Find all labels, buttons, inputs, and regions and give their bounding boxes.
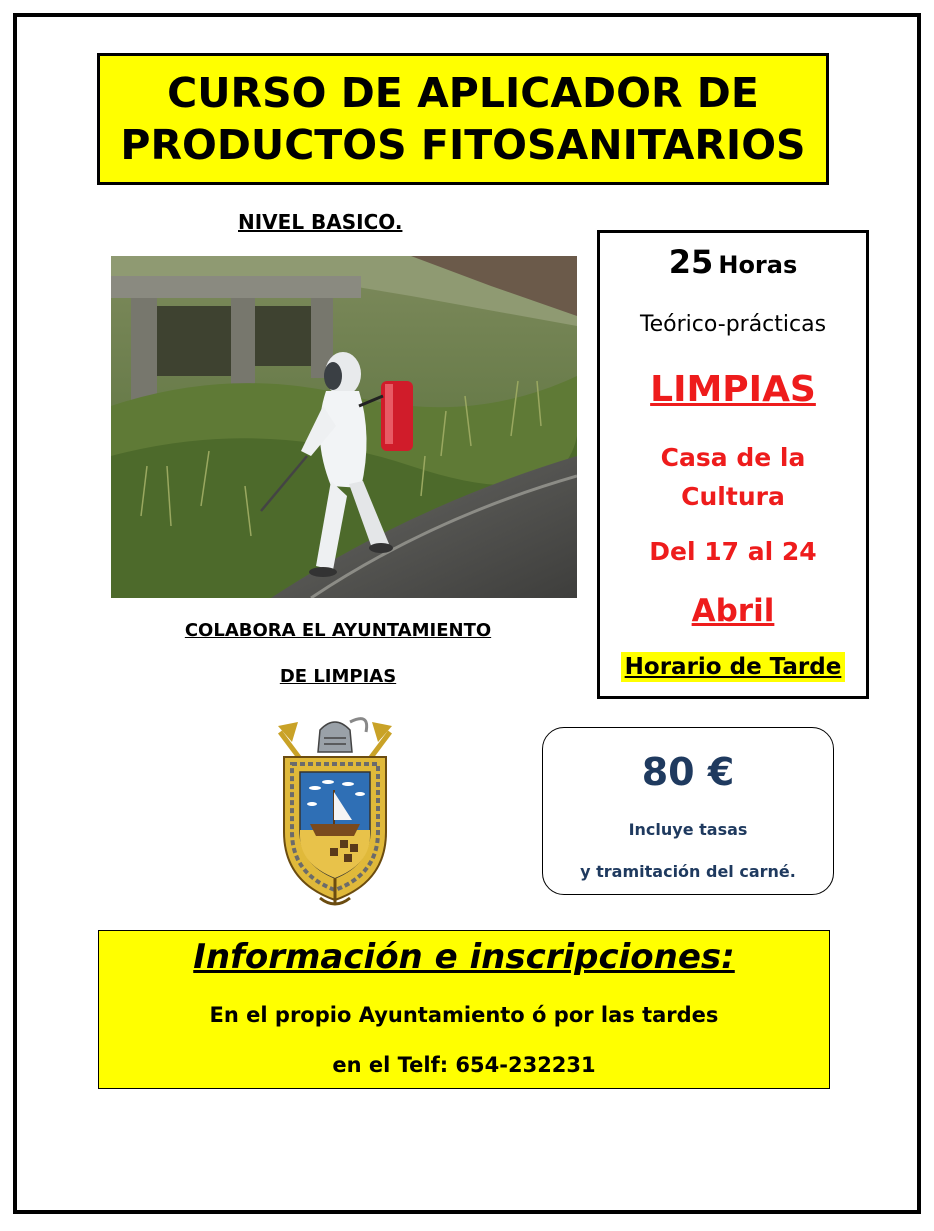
collaboration-line-1: COLABORA EL AYUNTAMIENTO [184, 620, 492, 641]
course-type: Teórico-prácticas [639, 312, 827, 337]
contact-title: Información e inscripciones: [193, 937, 735, 977]
contact-phone: en el Telf: 654-232231 [332, 1053, 596, 1077]
town-coat-of-arms-icon [270, 712, 400, 908]
collaboration-line-2: DE LIMPIAS [279, 666, 397, 687]
contact-line-1: En el propio Ayuntamiento ó por las tardes [209, 1003, 719, 1027]
contact-info-banner [98, 930, 830, 1089]
course-dates: Del 17 al 24 [649, 537, 817, 566]
course-details-box [597, 230, 869, 699]
price-note-line-1: Incluye tasas [628, 820, 748, 839]
schedule-row [600, 652, 866, 682]
hours [600, 243, 866, 281]
price-note-line-2: y tramitación del carné. [580, 862, 796, 881]
price-amount: 80 € [641, 750, 735, 794]
worker-spraying-photo [111, 256, 577, 598]
title-banner [97, 53, 829, 185]
course-month: Abril [691, 593, 775, 629]
venue-line-1: Casa de la [660, 443, 806, 472]
hours-label: Horas [718, 251, 798, 279]
course-level: NIVEL BASICO. [238, 210, 403, 234]
schedule: Horario de Tarde [621, 652, 846, 682]
hours-number: 25 [668, 243, 714, 281]
venue-line-2: Cultura [681, 482, 785, 511]
town-name: LIMPIAS [650, 369, 816, 410]
price-box [542, 727, 834, 895]
title-line-2: PRODUCTOS FITOSANITARIOS [120, 121, 806, 169]
title-line-1: CURSO DE APLICADOR DE [167, 69, 759, 117]
